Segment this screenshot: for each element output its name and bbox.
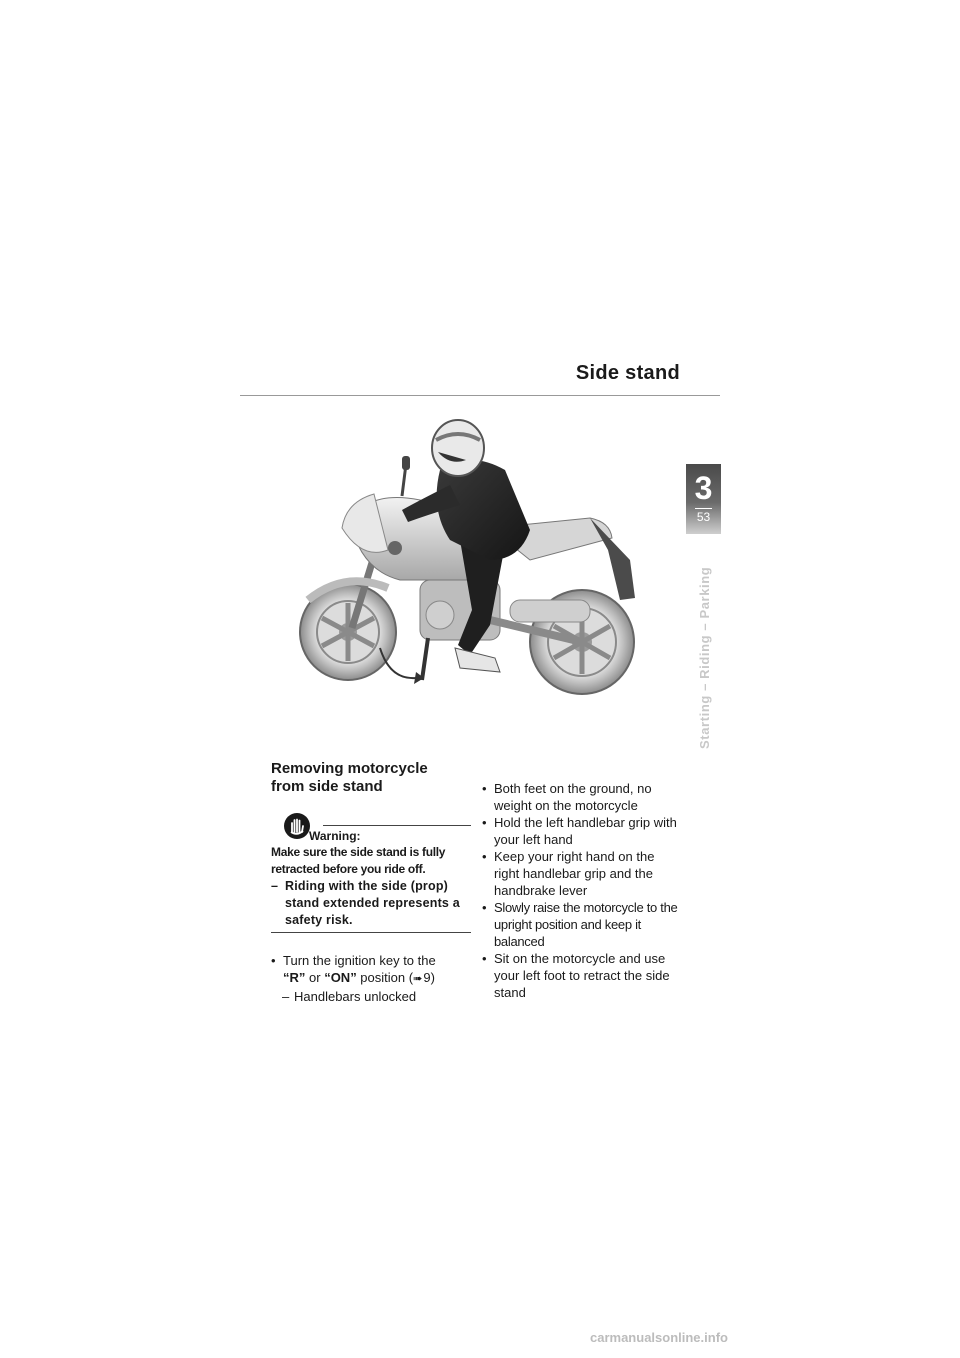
list-item: • Keep your right hand on the right handlebar grip and the handbrake lever	[482, 849, 655, 898]
warning-box	[271, 812, 471, 933]
list-item: • Both feet on the ground, no weight on the motorcycle	[482, 781, 652, 813]
page-title: Side stand	[575, 362, 680, 384]
hand-warning-icon	[283, 812, 311, 840]
chapter-divider	[695, 508, 712, 509]
section-heading	[271, 760, 471, 796]
page-ref-number: 9)	[423, 970, 435, 985]
warning-note-text: Riding with the side (prop) stand extended represents a safety risk.	[285, 879, 460, 927]
warning-bottom-rule	[271, 932, 471, 933]
section-heading-line1: Removing motorcycle	[271, 760, 428, 777]
warning-note: – Riding with the side (prop) stand extended represents a safety risk.	[271, 878, 471, 929]
section-heading-line2: from side stand	[271, 778, 383, 795]
step-ignition-text: Turn the ignition key to the	[283, 953, 436, 968]
page-ref-arrow-icon: ➠	[413, 973, 423, 985]
warning-text: Make sure the side stand is fully retracted before you ride off.	[271, 845, 446, 876]
warning-title: Warning:	[309, 829, 361, 843]
chapter-tab	[686, 464, 721, 534]
footer-watermark: carmanualsonline.info	[590, 1330, 728, 1345]
left-step-list	[271, 952, 471, 1005]
ignition-r-label: “R”	[283, 970, 306, 985]
list-item: – Handlebars unlocked	[282, 989, 417, 1004]
ignition-on-label: “ON”	[324, 970, 357, 985]
list-item: • Hold the left handlebar grip with your left hand	[482, 815, 677, 847]
right-step-list	[482, 780, 682, 1001]
chapter-side-label: Starting – Riding – Parking	[697, 566, 712, 749]
chapter-number: 3	[694, 470, 713, 506]
left-column	[271, 760, 471, 1005]
motorcycle-rider-illustration	[290, 410, 670, 720]
sub-step-text: Handlebars unlocked	[294, 989, 417, 1004]
right-column	[482, 780, 682, 1001]
page-number: 53	[696, 510, 711, 524]
header-divider	[240, 395, 720, 396]
list-item: • Slowly raise the motorcycle to the upright position and keep it balanced	[482, 900, 678, 949]
list-item: • Turn the ignition key to the “R” or “ON” position (➠ 9)	[271, 953, 436, 985]
warning-top-rule	[323, 825, 471, 826]
list-item: • Sit on the motorcycle and use your left foot to retract the side stand	[482, 951, 670, 1000]
